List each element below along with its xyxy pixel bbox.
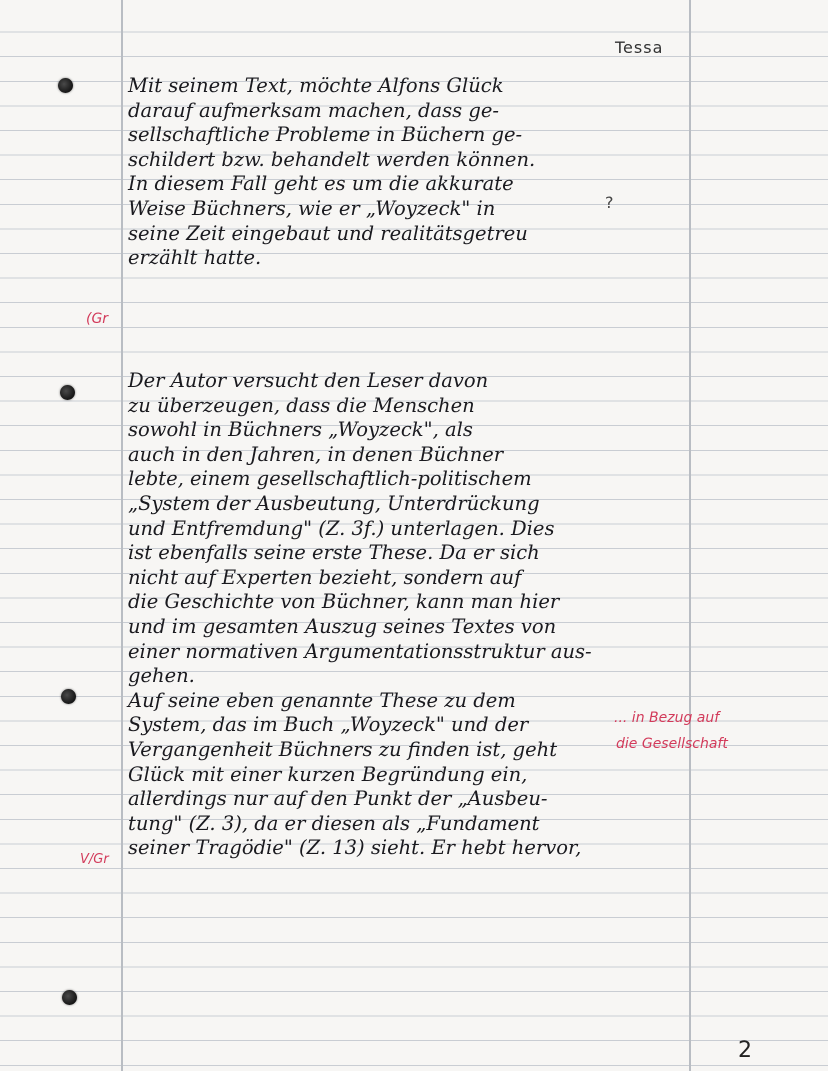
- text-line: allerdings nur auf den Punkt der „Ausbeu-: [128, 787, 548, 811]
- text-line: Auf seine eben genannte These zu dem: [128, 688, 516, 712]
- text-line: Glück mit einer kurzen Begründung ein,: [128, 762, 528, 786]
- text-line: Mit seinem Text, möchte Alfons Glück: [128, 74, 504, 97]
- paragraph-1: [128, 74, 598, 271]
- text-line: Der Autor versucht den Leser davon: [128, 369, 489, 392]
- punch-hole-3: [61, 689, 76, 704]
- margin-correction-1: (Gr: [86, 311, 109, 327]
- side-note-line-1: ... in Bezug auf: [614, 710, 720, 726]
- text-line: seiner Tragödie" (Z. 13) sieht. Er hebt hervor,: [128, 836, 582, 860]
- text-line: „System der Ausbeutung, Unterdrückung: [128, 491, 540, 515]
- text-line: seine Zeit eingebaut und realitätsgetreu: [128, 221, 528, 245]
- text-line: tung" (Z. 3), da er diesen als „Fundament: [128, 811, 540, 835]
- text-line: und Entfremdung" (Z. 3f.) unterlagen. Dies: [128, 516, 555, 540]
- margin-correction-2: V/Gr: [80, 852, 109, 867]
- question-mark-note: ?: [605, 193, 614, 212]
- text-line: zu überzeugen, dass die Menschen: [128, 393, 475, 417]
- text-line: Vergangenheit Büchners zu finden ist, geht: [128, 737, 558, 761]
- text-line: erzählt hatte.: [128, 246, 262, 270]
- text-line: darauf aufmerksam machen, dass ge-: [128, 98, 499, 122]
- text-line: lebte, einem gesellschaftlich-politischem: [128, 467, 532, 491]
- right-margin-line: [689, 0, 691, 1071]
- student-name: Tessa: [615, 38, 664, 57]
- text-line: schildert bzw. behandelt werden können.: [128, 147, 536, 171]
- text-line: auch in den Jahren, in denen Büchner: [128, 442, 504, 466]
- punch-hole-1: [58, 78, 73, 93]
- text-line: gehen.: [128, 664, 195, 688]
- text-line: einer normativen Argumentationsstruktur aus-: [128, 639, 592, 663]
- text-line: In diesem Fall geht es um die akkurate: [128, 172, 514, 196]
- text-line: sowohl in Büchners „Woyzeck", als: [128, 418, 473, 442]
- text-line: die Geschichte von Büchner, kann man hier: [128, 590, 560, 614]
- side-note-line-2: die Gesellschaft: [616, 736, 728, 752]
- text-line: nicht auf Experten bezieht, sondern auf: [128, 565, 522, 589]
- punch-hole-4: [62, 990, 77, 1005]
- text-line: System, das im Buch „Woyzeck" und der: [128, 713, 529, 737]
- text-line: sellschaftliche Probleme in Büchern ge-: [128, 123, 523, 147]
- text-line: und im gesamten Auszug seines Textes von: [128, 614, 557, 638]
- left-margin-line: [121, 0, 123, 1071]
- text-line: ist ebenfalls seine erste These. Da er sich: [128, 541, 540, 565]
- paragraph-2: [128, 369, 598, 861]
- page-number: 2: [738, 1038, 752, 1063]
- punch-hole-2: [60, 385, 75, 400]
- text-line: Weise Büchners, wie er „Woyzeck" in: [128, 196, 496, 220]
